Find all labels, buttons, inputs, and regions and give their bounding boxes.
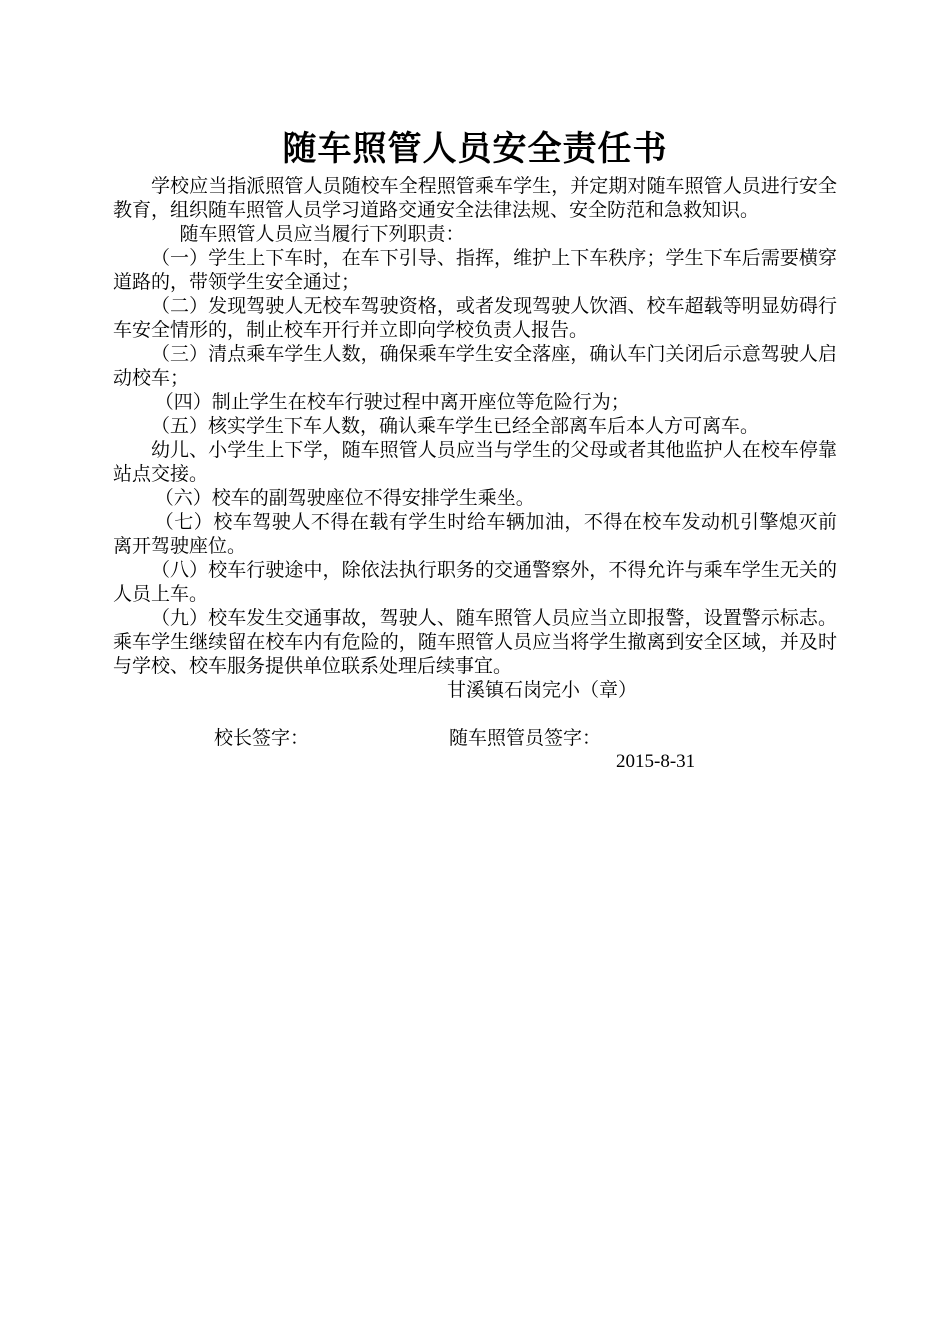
attendant-signature-label: 随车照管员签字： [449,727,602,749]
duties-heading: 随车照管人员应当履行下列职责： [179,223,465,245]
duty-item-6: （六）校车的副驾驶座位不得安排学生乘坐。 [154,487,535,509]
principal-signature-label: 校长签字： [214,727,310,749]
duty-item-4: （四）制止学生在校车行驶过程中离开座位等危险行为； [154,391,630,413]
signature-row [113,726,837,750]
duty-item-5: （五）核实学生下车人数，确认乘车学生已经全部离车后本人方可离车。 [151,415,760,437]
school-seal-text: 甘溪镇石岗完小（章） [447,679,638,701]
document-title: 随车照管人员安全责任书 [282,129,668,169]
duty-item-7: （七）校车驾驶人不得在载有学生时给车辆加油，不得在校车发动机引擎熄灭前离开驾驶座位。 [113,511,837,557]
handover-paragraph: 幼儿、小学生上下学，随车照管人员应当与学生的父母或者其他监护人在校车停靠站点交接。 [113,439,837,485]
duty-item-1: （一）学生上下车时，在车下引导、指挥，维护上下车秩序；学生下车后需要横穿道路的，带领学生安全通过； [113,247,837,293]
duty-item-8: （八）校车行驶途中，除依法执行职务的交通警察外，不得允许与乘车学生无关的人员上车。 [113,559,837,605]
duty-item-2: （二）发现驾驶人无校车驾驶资格，或者发现驾驶人饮酒、校车超载等明显妨碍行车安全情形的，制止校车开行并立即向学校负责人报告。 [113,295,837,341]
document-date: 2015-8-31 [616,751,696,772]
duty-item-3: （三）清点乘车学生人数，确保乘车学生安全落座，确认车门关闭后示意驾驶人启动校车； [113,343,837,389]
document-page [113,124,837,774]
duty-item-9: （九）校车发生交通事故，驾驶人、随车照管人员应当立即报警，设置警示标志。乘车学生继续留在校车内有危险的，随车照管人员应当将学生撤离到安全区域，并及时与学校、校车服务提供单位联系处理后续事宜。 [113,607,837,677]
intro-paragraph: 学校应当指派照管人员随校车全程照管乘车学生，并定期对随车照管人员进行安全教育，组织随车照管人员学习道路交通安全法律法规、安全防范和急救知识。 [113,175,837,221]
